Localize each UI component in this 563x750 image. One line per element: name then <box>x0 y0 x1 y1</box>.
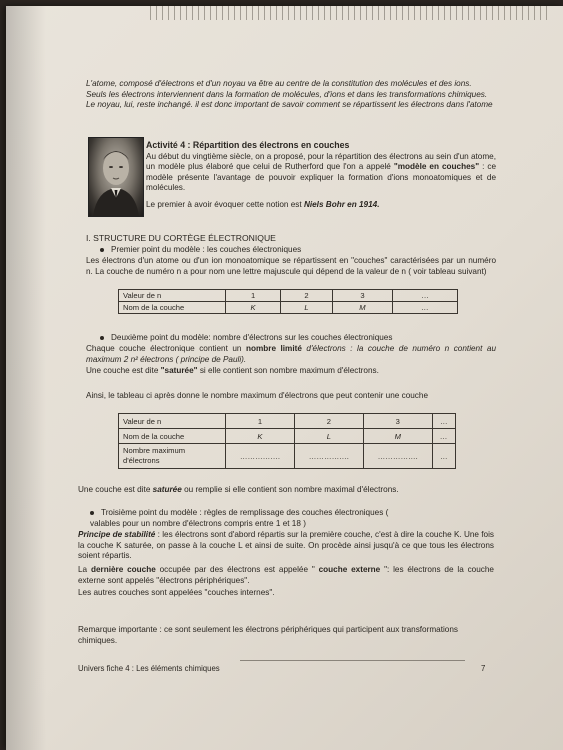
activity-text-a: Au début du vingtième siècle, on a proposé, pour la répartition des électrons au sein d'un atome, un modèle plus élaboré que celui de Rutherford que l'on a appelé <box>146 151 496 172</box>
point-2-limited: nombre limité <box>245 344 302 353</box>
last-layer-text <box>78 565 494 586</box>
table-cell: K <box>226 302 281 314</box>
activity-bohr-text: Le premier à avoir évoquer cette notion est <box>146 199 304 209</box>
table-cell: ……………. <box>294 444 363 469</box>
portrait-illustration <box>89 138 143 216</box>
table-cell: … <box>392 290 457 302</box>
table-cell: 2 <box>281 290 333 302</box>
intro-line-3: Le noyau, lui, reste inchangé. il est donc important de savoir comment se répartissent les électrons dans l'atome <box>86 100 493 110</box>
bullet-icon <box>90 511 94 515</box>
table-row <box>119 414 456 429</box>
table-row <box>119 302 458 314</box>
footer-title: Univers fiche 4 : Les éléments chimiques <box>78 664 220 673</box>
table-cell: Valeur de n <box>119 414 226 429</box>
intro-line-2: Seuls les électrons interviennent dans la formation de molécules, d'ions et dans les transformations chimiques. <box>86 89 488 99</box>
point-1-title <box>100 245 301 256</box>
activity-bohr-name: Niels Bohr en 1914. <box>303 199 380 209</box>
point-3-title-text: Troisième point du modèle : règles de remplissage des couches électroniques ( valables pour un nombre d'électrons compris entre 1 et 18 ) <box>90 508 389 528</box>
activity-paragraph-2 <box>146 200 496 211</box>
remark-text: Remarque importante : ce sont seulement les électrons périphériques qui participent aux transformations chimiques. <box>78 625 459 645</box>
point-2-saturated <box>86 366 496 377</box>
table-cell: … <box>392 302 457 314</box>
activity-paragraph-1 <box>146 152 496 194</box>
stability-term: Principe de stabilité <box>78 530 156 539</box>
point-1-text: Les électrons d'un atome ou d'un ion monoatomique se répartissent en "couches" caractérisées par un numéro n. La couche de numéro n a pour nom une lettre majuscule qui dépend de la valeur de n ( voir tableau suivant) <box>86 256 496 276</box>
last-text-c: occupée par des électrons est appelée " <box>155 565 319 574</box>
point-2-text-c: d'électrons : la couche de numéro n contient au maximum 2 n² électrons ( principe de Pauli). <box>86 344 496 364</box>
last-layer-term: dernière couche <box>90 565 156 574</box>
table-cell: 3 <box>332 290 392 302</box>
point-2-title <box>100 333 392 344</box>
bullet-icon <box>100 248 104 252</box>
page-number: 7 <box>481 664 486 673</box>
table-cell: Nom de la couche <box>119 302 226 314</box>
activity-model-term: "modèle en couches" <box>393 162 480 172</box>
point-1-title-text: Premier point du modèle : les couches électroniques <box>111 245 302 254</box>
ruler-strip <box>150 6 550 20</box>
activity-title: Activité 4 : Répartition des électrons en couches <box>146 140 350 150</box>
table-cell: L <box>294 429 363 444</box>
last-text-a: La <box>78 565 91 574</box>
table-row <box>119 444 456 469</box>
table-cell: 1 <box>226 290 281 302</box>
table-cell: … <box>432 429 455 444</box>
table-cell: Nom de la couche <box>119 429 226 444</box>
intro-paragraph <box>86 79 496 111</box>
table-2-intro: Ainsi, le tableau ci après donne le nombre maximum d'électrons que peut contenir une couche <box>86 391 429 400</box>
table-cell: 2 <box>294 414 363 429</box>
table-cell: … <box>432 414 455 429</box>
point-2-text-d: Une couche est dite <box>86 366 161 375</box>
activity-block <box>146 140 496 211</box>
table-cell: L <box>281 302 333 314</box>
point-2-saturated-term: "saturée" <box>160 366 198 375</box>
table-cell: 1 <box>226 414 295 429</box>
point-2-text-a: Chaque couche électronique contient un <box>86 344 246 353</box>
section-title: I. STRUCTURE DU CORTÈGE ÉLECTRONIQUE <box>86 233 276 243</box>
external-layer-term: couche externe <box>318 565 381 574</box>
saturated-definition <box>78 485 498 496</box>
table-cell: ……………. <box>226 444 295 469</box>
stability-principle <box>78 530 494 562</box>
saturated-term: saturée <box>152 485 182 494</box>
table-cell: K <box>226 429 295 444</box>
table-cell: ……………. <box>363 444 432 469</box>
table-cell: M <box>363 429 432 444</box>
table-cell: Valeur de n <box>119 290 226 302</box>
intro-line-1: L'atome, composé d'électrons et d'un noyau va être au centre de la constitution des molécules et des ions. <box>86 79 472 88</box>
table-cell: M <box>332 302 392 314</box>
internal-layers-text: Les autres couches sont appelées "couches internes". <box>78 588 275 597</box>
saturated-text-a: Une couche est dite <box>78 485 153 494</box>
last-text-e: ": les électrons de la couche externe sont appelés "électrons périphériques". <box>78 565 494 585</box>
footer-divider <box>240 660 465 661</box>
table-cell: Nombre maximum d'électrons <box>119 444 226 469</box>
saturated-text-c: ou remplie si elle contient son nombre maximal d'électrons. <box>181 485 399 494</box>
activity-text-c: : ce modèle présente l'avantage de pouvoir expliquer la formation d'ions monoatomiques et de molécules. <box>146 162 496 193</box>
bullet-icon <box>100 336 104 340</box>
stability-text: : les électrons sont d'abord répartis sur la première couche, c'est à dire la couche K. Une fois la couche K saturée, on passe à la couche L et ainsi de suite. On procède ainsi jusqu'à ce que tous les électrons soient répartis. <box>78 530 494 561</box>
table-row <box>119 290 458 302</box>
table-cell: … <box>432 444 455 469</box>
point-3-title <box>90 508 390 529</box>
bohr-portrait <box>88 137 144 217</box>
point-2-text-f: si elle contient son nombre maximum d'électrons. <box>197 366 379 375</box>
point-2-title-text: Deuxième point du modèle: nombre d'électrons sur les couches électroniques <box>111 333 393 342</box>
table-cell: 3 <box>363 414 432 429</box>
page-shadow <box>6 6 46 750</box>
table-1 <box>118 289 458 314</box>
point-2-text <box>86 344 496 365</box>
table-2 <box>118 413 456 469</box>
table-row <box>119 429 456 444</box>
